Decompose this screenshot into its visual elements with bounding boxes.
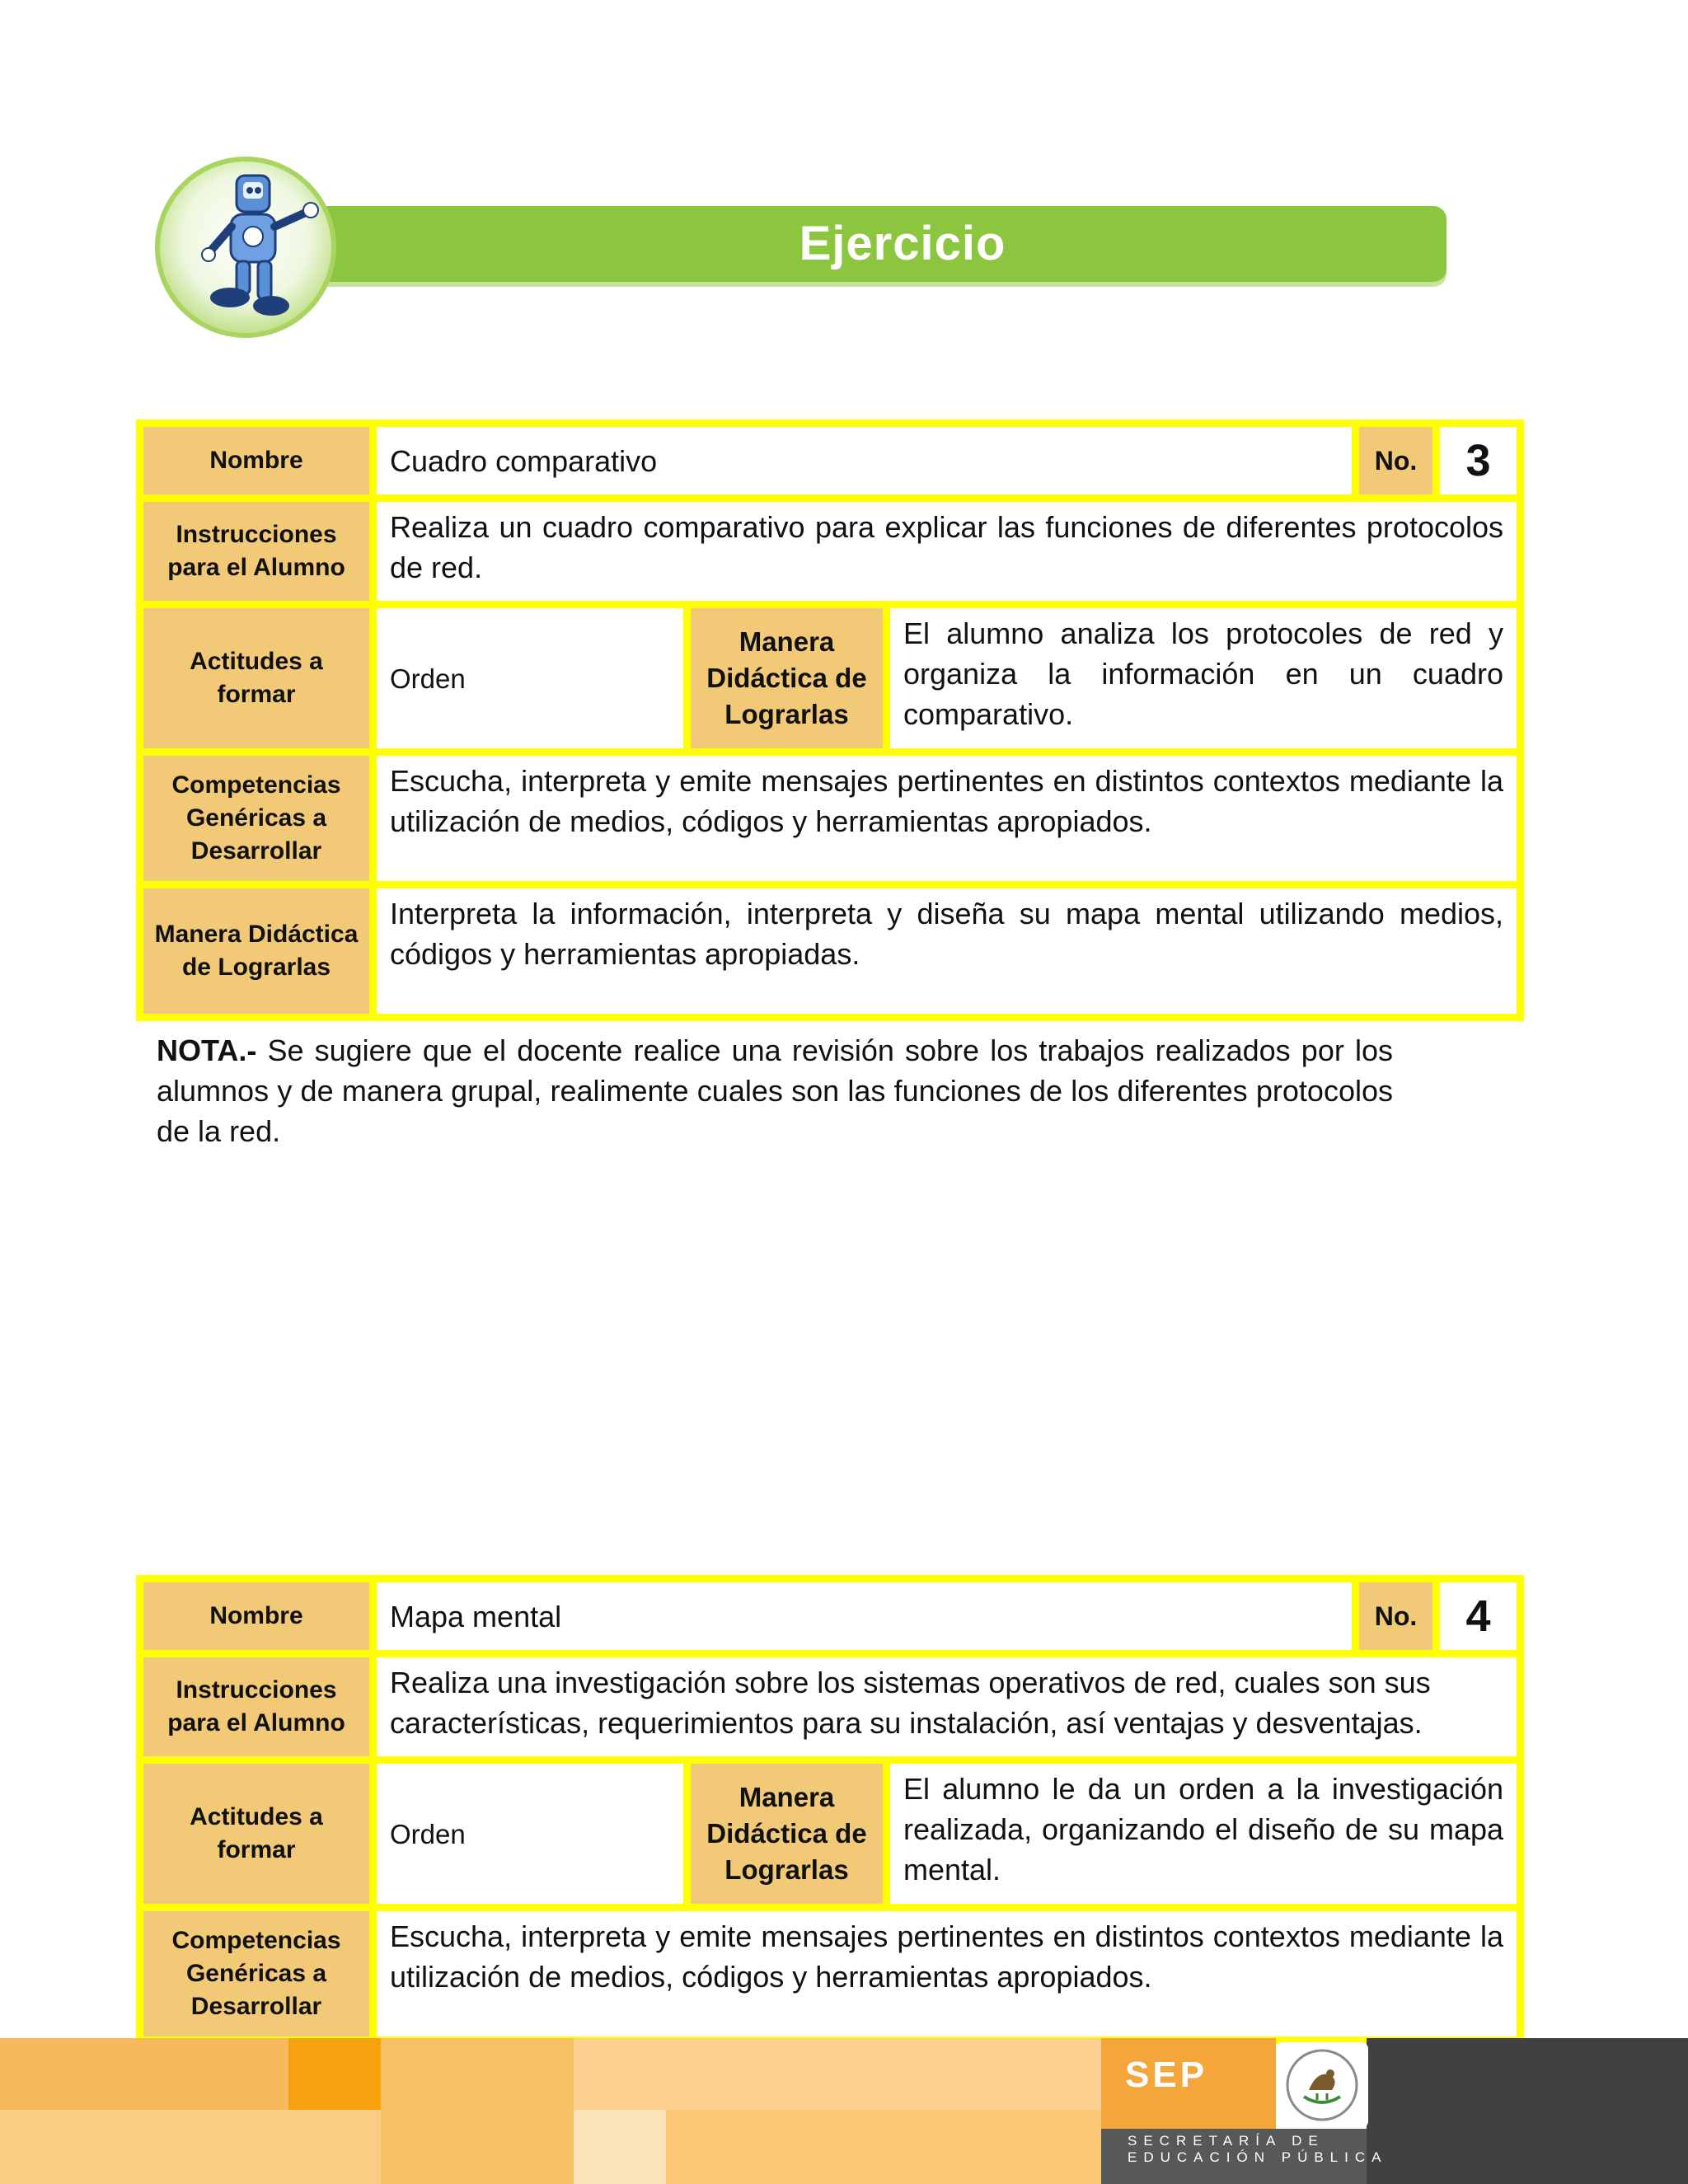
footer-block bbox=[574, 2110, 666, 2184]
attitudes-label: Actitudes a formar bbox=[143, 608, 369, 748]
didactic-method-label: Manera Didáctica de Lograrlas bbox=[691, 1764, 883, 1904]
competencies-label: Competencias Genéricas a Desarrollar bbox=[143, 1911, 369, 2036]
sep-subtitle-line2: EDUCACIÓN PÚBLICA bbox=[1128, 2149, 1388, 2165]
competencies-label: Competencias Genéricas a Desarrollar bbox=[143, 756, 369, 881]
instructions-label: Instrucciones para el Alumno bbox=[143, 1657, 369, 1756]
sep-logo-text: SEP bbox=[1125, 2055, 1208, 2095]
footer-block bbox=[0, 2110, 381, 2184]
instructions-text: Realiza un cuadro comparativo para explicar las funciones de diferentes protocolos de red. bbox=[377, 502, 1517, 601]
didactic-method-label: Manera Didáctica de Lograrlas bbox=[691, 608, 883, 748]
competencies-text: Escucha, interpreta y emite mensajes pertinentes en distintos contextos mediante la utilización de medios, códigos y herramientas apropiados. bbox=[377, 1911, 1517, 2036]
sep-subtitle-line1: SECRETARÍA DE bbox=[1128, 2133, 1325, 2149]
nombre-label: Nombre bbox=[143, 427, 369, 494]
footer-block bbox=[574, 2038, 1101, 2110]
attitudes-text: Orden bbox=[377, 608, 683, 748]
exercise-table-4 bbox=[136, 1575, 1524, 2044]
attitudes-label: Actitudes a formar bbox=[143, 1764, 369, 1904]
competencies-text: Escucha, interpreta y emite mensajes pertinentes en distintos contextos mediante la utilización de medios, códigos y herramientas apropiados. bbox=[377, 756, 1517, 881]
nombre-label: Nombre bbox=[143, 1582, 369, 1650]
robot-mascot-icon bbox=[185, 169, 326, 326]
number-label: No. bbox=[1359, 1582, 1432, 1650]
footer-block bbox=[1367, 2038, 1688, 2184]
note-label: NOTA.- bbox=[157, 1033, 257, 1067]
exercise-table-3 bbox=[136, 419, 1524, 1021]
exercise-name: Mapa mental bbox=[377, 1582, 1352, 1650]
footer-block bbox=[666, 2110, 1101, 2184]
exercise-number: 4 bbox=[1440, 1582, 1517, 1650]
footer-block bbox=[0, 2038, 288, 2110]
didactic-method-text: El alumno analiza los protocoles de red y organiza la información en un cuadro comparativo. bbox=[890, 608, 1517, 748]
exercise-name: Cuadro comparativo bbox=[377, 427, 1352, 494]
mexican-coat-of-arms-icon bbox=[1284, 2047, 1360, 2123]
competencies-method-label: Manera Didáctica de Lograrlas bbox=[143, 888, 369, 1014]
competencies-method-text: Interpreta la información, interpreta y diseña su mapa mental utilizando medios, códigos y herramientas apropiadas. bbox=[377, 888, 1517, 1014]
note-text: Se sugiere que el docente realice una revisión sobre los trabajos realizados por los alumnos y de manera grupal, realimente cuales son las funciones de los diferentes protocolos de la red. bbox=[157, 1033, 1393, 1148]
footer-block bbox=[381, 2038, 574, 2184]
footer-band bbox=[0, 2038, 1688, 2184]
teacher-note bbox=[157, 1030, 1393, 1151]
exercise-number: 3 bbox=[1440, 427, 1517, 494]
didactic-method-text: El alumno le da un orden a la investigación realizada, organizando el diseño de su mapa mental. bbox=[890, 1764, 1517, 1904]
footer-block bbox=[288, 2038, 381, 2110]
page-title: Ejercicio bbox=[799, 217, 1006, 270]
instructions-text: Realiza una investigación sobre los sistemas operativos de red, cuales son sus características, requerimientos para su instalación, así ventajas y desventajas. bbox=[377, 1657, 1517, 1756]
instructions-label: Instrucciones para el Alumno bbox=[143, 502, 369, 601]
attitudes-text: Orden bbox=[377, 1764, 683, 1904]
number-label: No. bbox=[1359, 427, 1432, 494]
